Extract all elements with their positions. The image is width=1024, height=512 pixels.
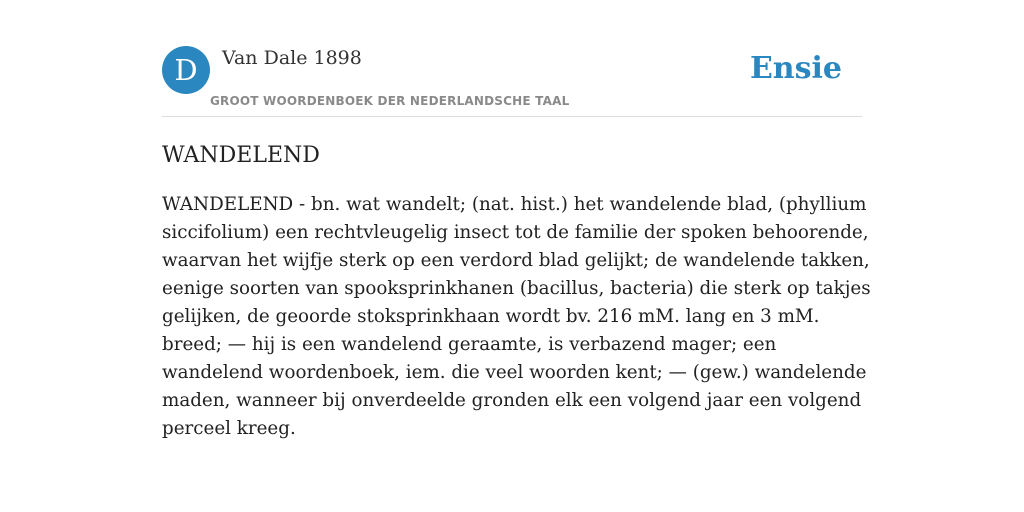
entry-header xyxy=(162,46,862,117)
source-logo[interactable]: D xyxy=(162,46,210,94)
headword: WANDELEND xyxy=(162,143,320,168)
source-subtitle: GROOT WOORDENBOEK DER NEDERLANDSCHE TAAL xyxy=(210,94,570,108)
brand-logo[interactable]: Ensie xyxy=(749,51,842,86)
entry-card xyxy=(162,46,871,443)
definition-text: WANDELEND - bn. wat wandelt; (nat. hist.) het wandelende blad, (phyllium siccifolium) een rechtvleugelig insect tot de familie der spoken behoorende, waarvan het wijfje sterk op een verdord blad gelijkt; de wandelende takken, eenige soorten van spooksprinkhanen (bacillus, bacteria) die sterk op takjes gelijken, de geoorde stoksprinkhaan wordt bv. 216 mM. lang en 3 mM. breed; — hij is een wandelend geraamte, is verbazend mager; een wandelend woordenboek, iem. die veel woorden kent; — (gew.) wandelende maden, wanneer bij onverdeelde gronden elk een volgend jaar een volgend perceel kreeg. xyxy=(162,194,871,439)
source-title[interactable]: Van Dale 1898 xyxy=(222,47,362,69)
